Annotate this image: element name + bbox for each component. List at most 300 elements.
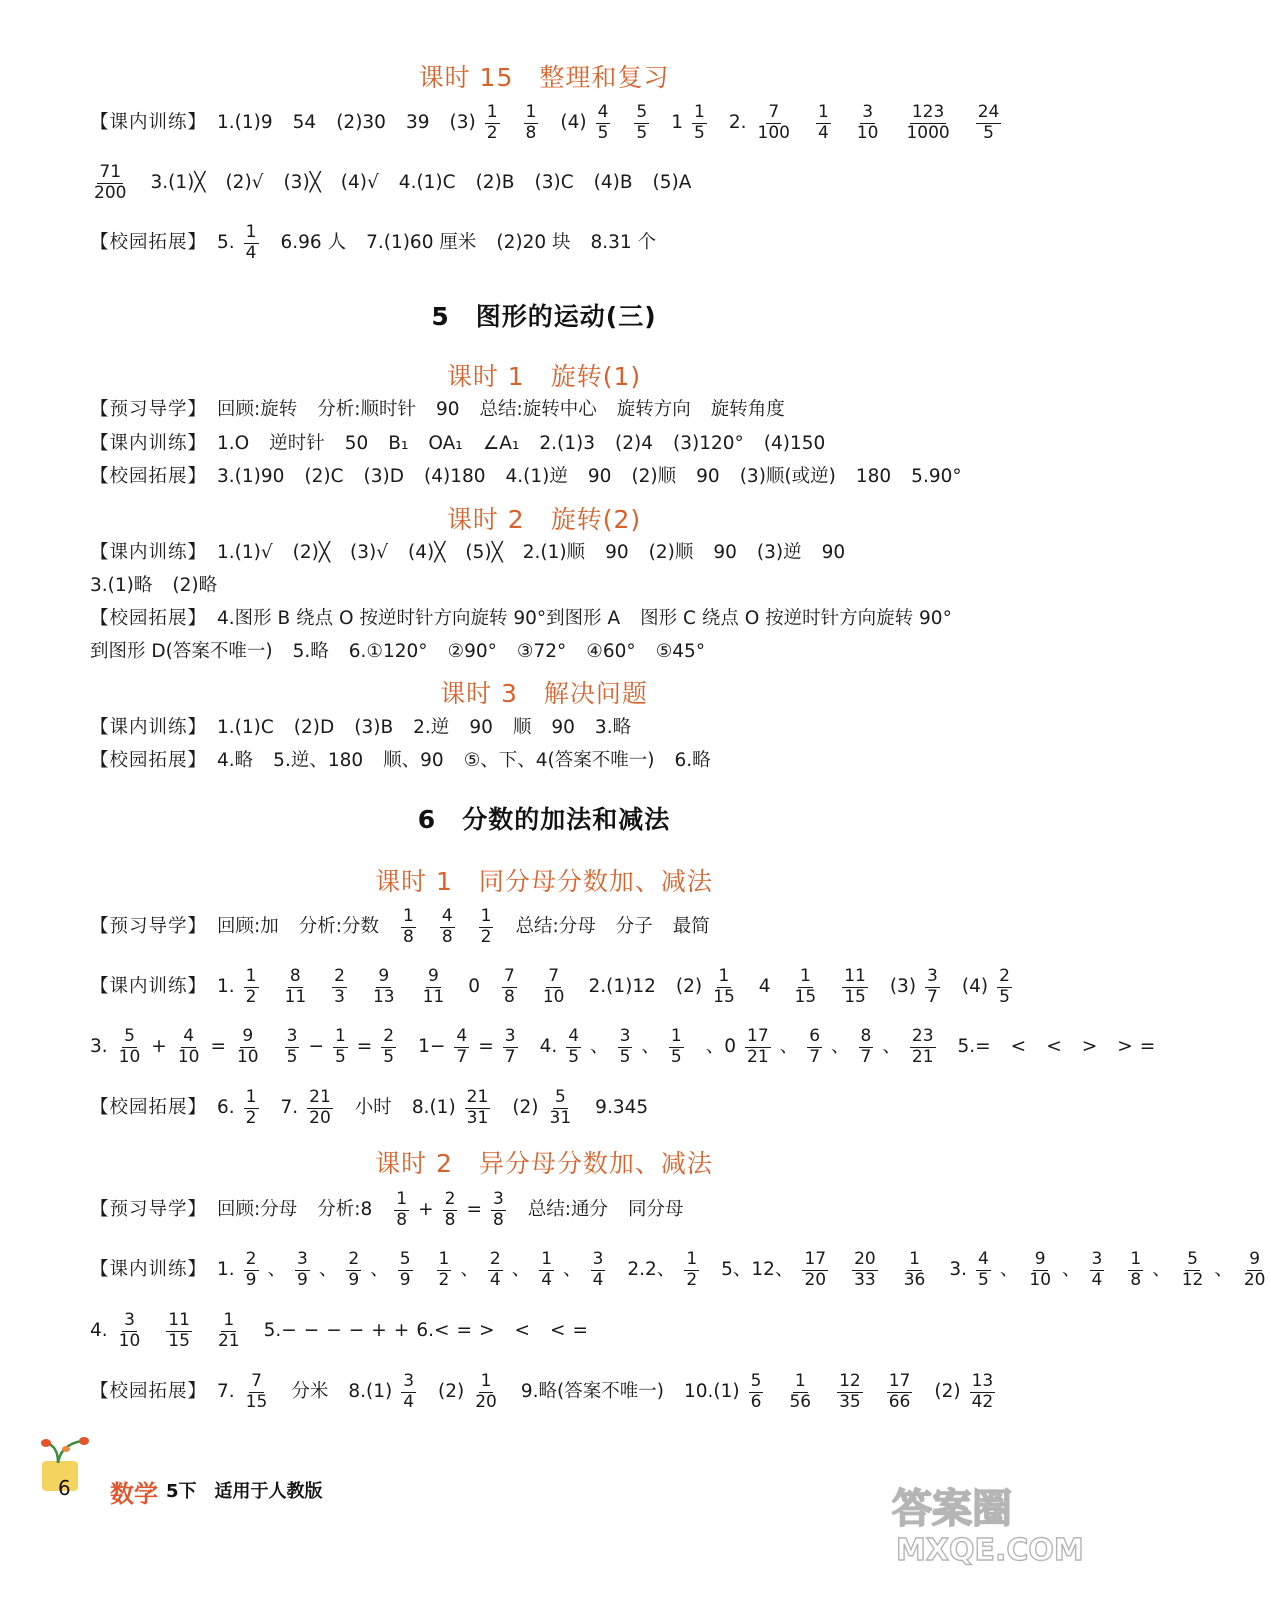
numerator: 3	[1091, 1248, 1103, 1269]
numerator: 1	[245, 221, 257, 242]
unit5-lesson2-title: 课时 2 旋转(2)	[446, 505, 642, 534]
denominator: 2	[486, 122, 498, 143]
answer-text: 90	[605, 541, 629, 563]
denominator: 4	[403, 1391, 415, 1412]
denominator: 4	[245, 242, 257, 263]
denominator: 20	[309, 1107, 331, 1128]
answer-text: 4.图形 B 绕点 O 按逆时针方向旋转 90°到图形 A	[217, 607, 621, 629]
answer-line	[90, 461, 1018, 493]
answer-text: >	[1117, 1035, 1133, 1057]
answer-text: (4)╳	[408, 541, 446, 563]
fraction	[594, 103, 613, 143]
answer-text: 54	[292, 111, 317, 133]
denominator: 21	[217, 1330, 240, 1351]
denominator: 6	[750, 1391, 762, 1412]
denominator: 5	[978, 1269, 989, 1290]
fraction	[546, 1088, 576, 1128]
answer-line	[90, 537, 1018, 569]
answer-text: (2)20 块	[496, 231, 571, 253]
denominator: 10	[118, 1330, 141, 1351]
numerator: 20	[854, 1248, 876, 1269]
answer-text: 3.略	[594, 716, 632, 738]
fraction	[853, 103, 883, 143]
fraction	[805, 1027, 824, 1067]
numerator: 11	[168, 1309, 190, 1330]
numerator: 1	[525, 101, 537, 122]
fraction	[242, 1372, 272, 1412]
answer-text: 5.	[217, 231, 235, 253]
answer-text: 小时	[354, 1096, 392, 1118]
answer-text: (4)150	[763, 432, 826, 454]
fraction	[1178, 1250, 1208, 1290]
numerator: 7	[768, 101, 780, 122]
denominator: 3	[334, 986, 345, 1007]
denominator: 8	[396, 1209, 408, 1230]
numerator: 24	[977, 101, 1000, 122]
answer-text: (3)	[449, 111, 476, 133]
fraction	[667, 1027, 686, 1067]
numerator: 17	[888, 1370, 911, 1391]
answer-text: 1.	[217, 975, 235, 997]
answer-text: 9.略(答案不唯一)	[520, 1380, 664, 1402]
numerator: 1	[799, 965, 811, 986]
numerator: 9	[1249, 1248, 1261, 1269]
answer-text: (2)	[438, 1380, 465, 1402]
fraction	[923, 967, 942, 1007]
fraction	[419, 967, 449, 1007]
fraction	[115, 1027, 145, 1067]
answer-text: =	[210, 1035, 226, 1057]
answer-text: 6.略	[674, 749, 711, 771]
answer-text: 、	[511, 1258, 531, 1280]
answer-text: <	[514, 1319, 531, 1341]
numerator: 2	[245, 1248, 257, 1269]
answer-text: OA₁	[428, 432, 463, 454]
denominator: 5	[670, 1046, 682, 1067]
answer-text: (2)30	[336, 111, 386, 133]
denominator: 200	[94, 182, 127, 203]
answer-text: ⑤45°	[655, 640, 706, 662]
denominator: 36	[903, 1269, 926, 1290]
numerator: 6	[809, 1025, 821, 1046]
fraction	[233, 1027, 263, 1067]
answer-line	[90, 428, 1018, 460]
answer-text: 6.	[217, 1096, 235, 1118]
denominator: 10	[856, 122, 879, 143]
denominator: 15	[844, 986, 866, 1007]
answer-text: (2)╳	[292, 541, 331, 563]
numerator: 123	[911, 101, 945, 122]
numerator: 3	[403, 1370, 415, 1391]
numerator: 17	[804, 1248, 827, 1269]
numerator: 71	[99, 161, 122, 182]
fraction	[501, 1027, 520, 1067]
answer-text: ②90°	[447, 640, 497, 662]
answer-text: (3)120°	[673, 432, 744, 454]
answer-text: ⑤、下、4(答案不唯一)	[463, 749, 655, 771]
answer-text: 分米	[291, 1380, 329, 1402]
numerator: 4	[183, 1025, 195, 1046]
answer-text: =	[466, 1198, 482, 1220]
answer-text: −	[303, 1319, 320, 1341]
section-tag: 【课内训练】	[90, 541, 208, 563]
denominator: 5	[568, 1046, 580, 1067]
fraction	[379, 1027, 398, 1067]
numerator: 1	[480, 905, 492, 926]
answer-text: 总结:通分	[527, 1198, 609, 1220]
numerator: 1	[396, 1188, 408, 1209]
unit5-lesson1-title: 课时 1 旋转(1)	[446, 362, 642, 391]
answer-text: 1−	[418, 1035, 446, 1057]
fraction	[537, 1250, 556, 1290]
answer-text: 2.(1)顺	[522, 541, 586, 563]
answer-text: 5.=	[957, 1035, 991, 1057]
numerator: 1	[334, 1025, 346, 1046]
numerator: 7	[548, 965, 560, 986]
section-tag: 【课内训练】	[90, 111, 208, 133]
denominator: 10	[236, 1046, 259, 1067]
fraction	[682, 1250, 701, 1290]
answer-text: (3)C	[534, 171, 574, 193]
answer-text: 7.	[217, 1380, 235, 1402]
numerator: 5	[399, 1248, 411, 1269]
answer-text: 1.(1)C	[217, 716, 274, 738]
answer-text: 39	[405, 111, 430, 133]
numerator: 9	[378, 965, 390, 986]
answer-text: 分析:分数	[298, 915, 379, 937]
answer-text: 1.(1)√	[217, 541, 273, 563]
answer-text: (3)逆	[756, 541, 802, 563]
answer-text: (3)√	[350, 541, 389, 563]
numerator: 4	[568, 1025, 580, 1046]
answer-text: 3.(1)略	[90, 574, 153, 596]
denominator: 2	[245, 1107, 257, 1128]
numerator: 1	[480, 1370, 492, 1391]
fraction	[747, 1372, 766, 1412]
fraction	[522, 103, 541, 143]
answer-text: 4.(1)C	[398, 171, 456, 193]
answer-text: 4	[758, 975, 771, 997]
answer-text: (4)√	[340, 171, 379, 193]
numerator: 4	[441, 905, 453, 926]
numerator: 2	[348, 1248, 360, 1269]
numerator: 2	[444, 1188, 456, 1209]
answer-text: (3)顺(或逆)	[739, 465, 836, 487]
denominator: 8	[1130, 1269, 1142, 1290]
answer-text: (3)╳	[283, 171, 321, 193]
answer-text: 5.略	[292, 640, 329, 662]
answer-text: 50	[344, 432, 369, 454]
numerator: 21	[309, 1086, 331, 1107]
answer-line	[90, 1304, 1018, 1358]
answer-text: <	[1010, 1035, 1027, 1057]
answer-text: 1.O	[217, 432, 250, 454]
fraction	[174, 1027, 204, 1067]
section-tag: 【预习导学】	[90, 398, 208, 420]
answer-text: +	[151, 1035, 167, 1057]
denominator: 4	[541, 1269, 553, 1290]
answer-text: (2)	[675, 975, 703, 997]
answer-text: 0	[468, 975, 481, 997]
denominator: 33	[854, 1269, 876, 1290]
numerator: 4	[978, 1248, 989, 1269]
answer-text: −	[348, 1319, 365, 1341]
answer-text: 1.	[217, 1258, 235, 1280]
fraction	[974, 1250, 993, 1290]
answer-text: =	[572, 1319, 589, 1341]
denominator: 7	[456, 1046, 468, 1067]
answer-text: >	[1081, 1035, 1098, 1057]
fraction	[242, 223, 261, 263]
answer-text: (3)D	[363, 465, 404, 487]
denominator: 31	[549, 1107, 572, 1128]
fraction	[369, 967, 399, 1007]
fraction	[1126, 1250, 1145, 1290]
answer-text: 7.	[280, 1096, 299, 1118]
answer-text: 、	[1062, 1258, 1081, 1280]
section-tag: 【校园拓展】	[90, 231, 208, 253]
answer-text: (2)	[934, 1380, 961, 1402]
answer-text: 、	[999, 1258, 1019, 1280]
fraction	[396, 1250, 415, 1290]
answer-text: 、	[460, 1258, 479, 1280]
denominator: 56	[789, 1391, 812, 1412]
answer-text: 5.逆、180	[273, 749, 364, 771]
fraction	[435, 1250, 454, 1290]
answer-text: 5.−	[263, 1319, 297, 1341]
answer-text: 90	[587, 465, 612, 487]
numerator: 5	[636, 101, 648, 122]
answer-text: 4.(1)逆	[505, 465, 568, 487]
numerator: 3	[492, 1188, 504, 1209]
numerator: 5	[124, 1025, 135, 1046]
denominator: 2	[438, 1269, 450, 1290]
fraction	[281, 967, 311, 1007]
answer-text: (2)B	[475, 171, 515, 193]
answer-text: 2.(1)3	[539, 432, 596, 454]
fraction	[293, 1250, 312, 1290]
answer-text: 、	[1152, 1258, 1171, 1280]
answer-text: 4.	[90, 1319, 108, 1341]
fraction	[791, 967, 821, 1007]
page-number: 6	[58, 1476, 71, 1500]
answer-text: 90	[551, 716, 575, 738]
numerator: 17	[747, 1025, 769, 1046]
answer-text: 10.(1)	[683, 1380, 740, 1402]
denominator: 8	[402, 926, 414, 947]
answer-text: +	[418, 1198, 434, 1220]
numerator: 9	[428, 965, 439, 986]
numerator: 4	[456, 1025, 468, 1046]
answer-text: (3)	[889, 975, 917, 997]
answer-text: =	[1139, 1035, 1156, 1057]
section-tag: 【预习导学】	[90, 915, 208, 937]
fraction	[477, 907, 496, 947]
fraction	[500, 967, 519, 1007]
answer-text: (4)	[560, 111, 587, 133]
fraction	[486, 1250, 505, 1290]
answer-text: 、	[590, 1035, 609, 1057]
numerator: 1	[486, 101, 498, 122]
numerator: 1	[223, 1309, 235, 1330]
answer-text: 3.(1)╳	[150, 171, 206, 193]
answer-text: (2)√	[225, 171, 264, 193]
numerator: 13	[971, 1370, 994, 1391]
answer-text: 、	[318, 1258, 338, 1280]
numerator: 1	[438, 1248, 450, 1269]
answer-text: 90	[435, 398, 460, 420]
fraction	[242, 1250, 261, 1290]
denominator: 12	[1181, 1269, 1204, 1290]
denominator: 5	[286, 1046, 298, 1067]
numerator: 21	[466, 1086, 489, 1107]
numerator: 3	[286, 1025, 298, 1046]
denominator: 9	[399, 1269, 411, 1290]
numerator: 4	[597, 101, 609, 122]
answer-text: <	[1046, 1035, 1062, 1057]
answer-text: 总结:旋转中心	[479, 398, 597, 420]
numerator: 3	[504, 1025, 516, 1046]
numerator: 1	[245, 965, 257, 986]
answer-text: 6.①120°	[348, 640, 428, 662]
numerator: 3	[619, 1025, 631, 1046]
answer-text: (4)180	[424, 465, 486, 487]
section-tag: 【校园拓展】	[90, 749, 208, 771]
watermark-logo	[882, 1478, 1084, 1568]
fraction	[709, 967, 739, 1007]
denominator: 4	[489, 1269, 501, 1290]
answer-text: 顺、90	[383, 749, 444, 771]
denominator: 66	[888, 1391, 911, 1412]
denominator: 15	[245, 1391, 268, 1412]
fraction	[835, 1372, 865, 1412]
answer-line	[90, 712, 1018, 744]
denominator: 7	[809, 1046, 821, 1067]
denominator: 7	[504, 1046, 516, 1067]
numerator: 23	[911, 1025, 934, 1046]
denominator: 10	[177, 1046, 200, 1067]
section-tag: 【课内训练】	[90, 716, 208, 738]
denominator: 5	[383, 1046, 395, 1067]
answer-text: 4.略	[217, 749, 254, 771]
denominator: 20	[475, 1391, 497, 1412]
numerator: 12	[839, 1370, 861, 1391]
answer-text: 90	[469, 716, 493, 738]
answer-line	[90, 96, 1018, 150]
denominator: 8	[525, 122, 537, 143]
answer-text: >	[478, 1319, 495, 1341]
denominator: 10	[542, 986, 565, 1007]
numerator: 1	[670, 1025, 682, 1046]
numerator: 8	[860, 1025, 872, 1046]
fraction	[115, 1311, 145, 1351]
numerator: 1	[794, 1370, 806, 1391]
fraction	[90, 163, 130, 203]
fraction	[995, 967, 1014, 1007]
denominator: 5	[597, 122, 609, 143]
answer-text: ∠A₁	[482, 432, 520, 454]
fraction	[331, 1027, 350, 1067]
fraction	[164, 1311, 194, 1351]
answer-text: 5、12、	[721, 1258, 794, 1280]
svg-text:答案圈: 答案圈	[892, 1486, 1012, 1532]
answer-text: 回顾:分母	[217, 1198, 298, 1220]
denominator: 5	[983, 122, 994, 143]
answer-text: 1.(1)9	[217, 111, 273, 133]
unit5-lesson3-title: 课时 3 解决问题	[440, 679, 648, 708]
answer-text: ③72°	[516, 640, 567, 662]
numerator: 1	[718, 965, 730, 986]
denominator: 42	[971, 1391, 994, 1412]
denominator: 11	[422, 986, 445, 1007]
denominator: 5	[636, 122, 648, 143]
fraction	[885, 1372, 915, 1412]
denominator: 5	[334, 1046, 346, 1067]
answer-line	[90, 1020, 1156, 1074]
fraction	[589, 1250, 608, 1290]
denominator: 21	[747, 1046, 769, 1067]
svg-text:MXQE.COM: MXQE.COM	[896, 1533, 1084, 1568]
fraction	[785, 1372, 815, 1412]
answer-line	[90, 636, 1018, 668]
answer-line	[90, 216, 1018, 270]
fraction	[242, 1088, 261, 1128]
unit6-lesson2-title: 课时 2 异分母分数加、减法	[375, 1149, 713, 1178]
answer-text: 、	[1214, 1258, 1233, 1280]
numerator: 1	[694, 101, 705, 122]
denominator: 15	[168, 1330, 190, 1351]
answer-text: 图形 C 绕点 O 按逆时针方向旋转 90°	[640, 607, 952, 629]
fraction	[330, 967, 349, 1007]
answer-text: (2)	[512, 1096, 539, 1118]
fraction	[564, 1027, 583, 1067]
answer-text: 7.(1)60 厘米	[366, 231, 477, 253]
numerator: 1	[541, 1248, 553, 1269]
answer-text: (2)顺	[648, 541, 694, 563]
book-subtitle: 5下 适用于人教版	[166, 1481, 323, 1502]
fraction	[539, 967, 569, 1007]
answer-text: 2.逆	[413, 716, 450, 738]
answer-text: (3)B	[354, 716, 394, 738]
fraction	[814, 103, 833, 143]
denominator: 35	[839, 1391, 861, 1412]
denominator: 15	[794, 986, 817, 1007]
numerator: 11	[844, 965, 866, 986]
fraction	[392, 1190, 411, 1230]
numerator: 8	[289, 965, 301, 986]
answer-text: 2.(1)12	[588, 975, 656, 997]
answer-text: ④60°	[586, 640, 636, 662]
numerator: 3	[927, 965, 938, 986]
numerator: 1	[686, 1248, 698, 1269]
numerator: 1	[245, 1086, 257, 1107]
fraction	[305, 1088, 335, 1128]
answer-line	[90, 745, 1018, 777]
answer-text: 旋转方向	[616, 398, 691, 420]
numerator: 2	[999, 965, 1010, 986]
answer-text: 、	[370, 1258, 389, 1280]
denominator: 5	[619, 1046, 631, 1067]
denominator: 7	[860, 1046, 872, 1067]
denominator: 2	[245, 986, 257, 1007]
fraction	[483, 103, 502, 143]
numerator: 7	[504, 965, 515, 986]
fraction	[399, 907, 418, 947]
answer-text: (2)C	[304, 465, 344, 487]
numerator: 5	[750, 1370, 762, 1391]
denominator: 9	[245, 1269, 257, 1290]
denominator: 8	[441, 926, 453, 947]
